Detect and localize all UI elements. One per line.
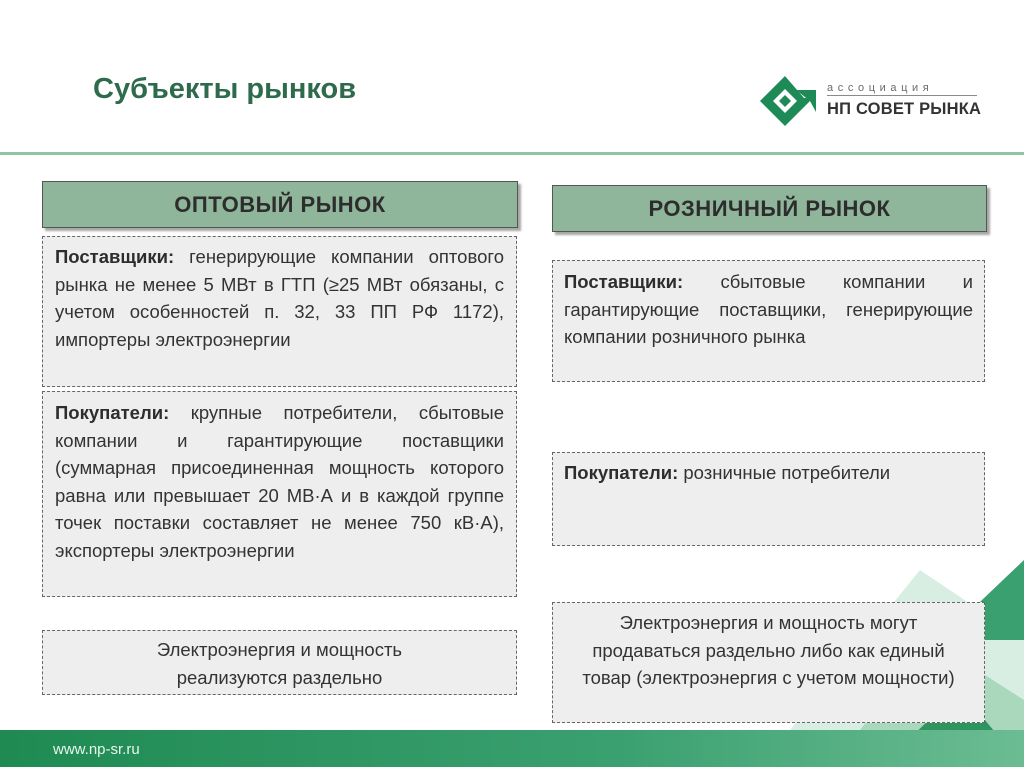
- retail-suppliers-label: Поставщики:: [564, 271, 684, 292]
- retail-suppliers-box: [552, 260, 985, 382]
- wholesale-suppliers-text: генерирующие компании оптового рынка не менее 5 МВт в ГТП (≥25 МВт обязаны, с учетом особенностей п. 32, 33 ПП РФ 1172), импортеры электроэнергии: [55, 246, 504, 350]
- header-divider: [0, 152, 1024, 155]
- page-title: Субъекты рынков: [93, 73, 357, 105]
- retail-buyers-text: розничные потребители: [678, 462, 891, 483]
- retail-note-text: Электроэнергия и мощность могут продаваться раздельно либо как единый товар (электроэнергия с учетом мощности): [582, 612, 955, 688]
- retail-note-box: [552, 602, 985, 723]
- logo-mark-icon: [760, 76, 816, 126]
- wholesale-buyers-box: [42, 391, 517, 597]
- retail-buyers-label: Покупатели:: [564, 462, 679, 483]
- retail-header: [552, 185, 987, 232]
- wholesale-note-line2: реализуются раздельно: [176, 666, 383, 688]
- wholesale-note-line1: Электроэнергия и мощность: [156, 639, 403, 660]
- wholesale-buyers-text: крупные потребители, сбытовые компании и гарантирующие поставщики (суммарная присоединенная мощность которого равна или превышает 20 МВ·А и в каждой группе точек поставки составляет не менее 750 кВ·А), экспортеры электроэнергии: [55, 402, 504, 561]
- logo-main-text: НП СОВЕТ РЫНКА: [827, 100, 982, 118]
- footer-url-link[interactable]: www.np-sr.ru: [53, 741, 140, 758]
- wholesale-header-label: ОПТОВЫЙ РЫНОК: [174, 191, 386, 217]
- wholesale-buyers-label: Покупатели:: [55, 402, 170, 423]
- wholesale-suppliers-label: Поставщики:: [55, 246, 175, 267]
- wholesale-header: [42, 181, 518, 228]
- wholesale-suppliers-box: [42, 236, 517, 387]
- footer-band: [0, 730, 1024, 767]
- retail-buyers-box: [552, 452, 985, 546]
- retail-suppliers-text: сбытовые компании и гарантирующие поставщики, генерирующие компании розничного рынка: [564, 271, 973, 347]
- logo-small-text: ассоциация: [827, 82, 977, 96]
- organization-logo: [760, 76, 990, 126]
- retail-header-label: РОЗНИЧНЫЙ РЫНОК: [648, 195, 891, 221]
- wholesale-note-box: [42, 630, 517, 695]
